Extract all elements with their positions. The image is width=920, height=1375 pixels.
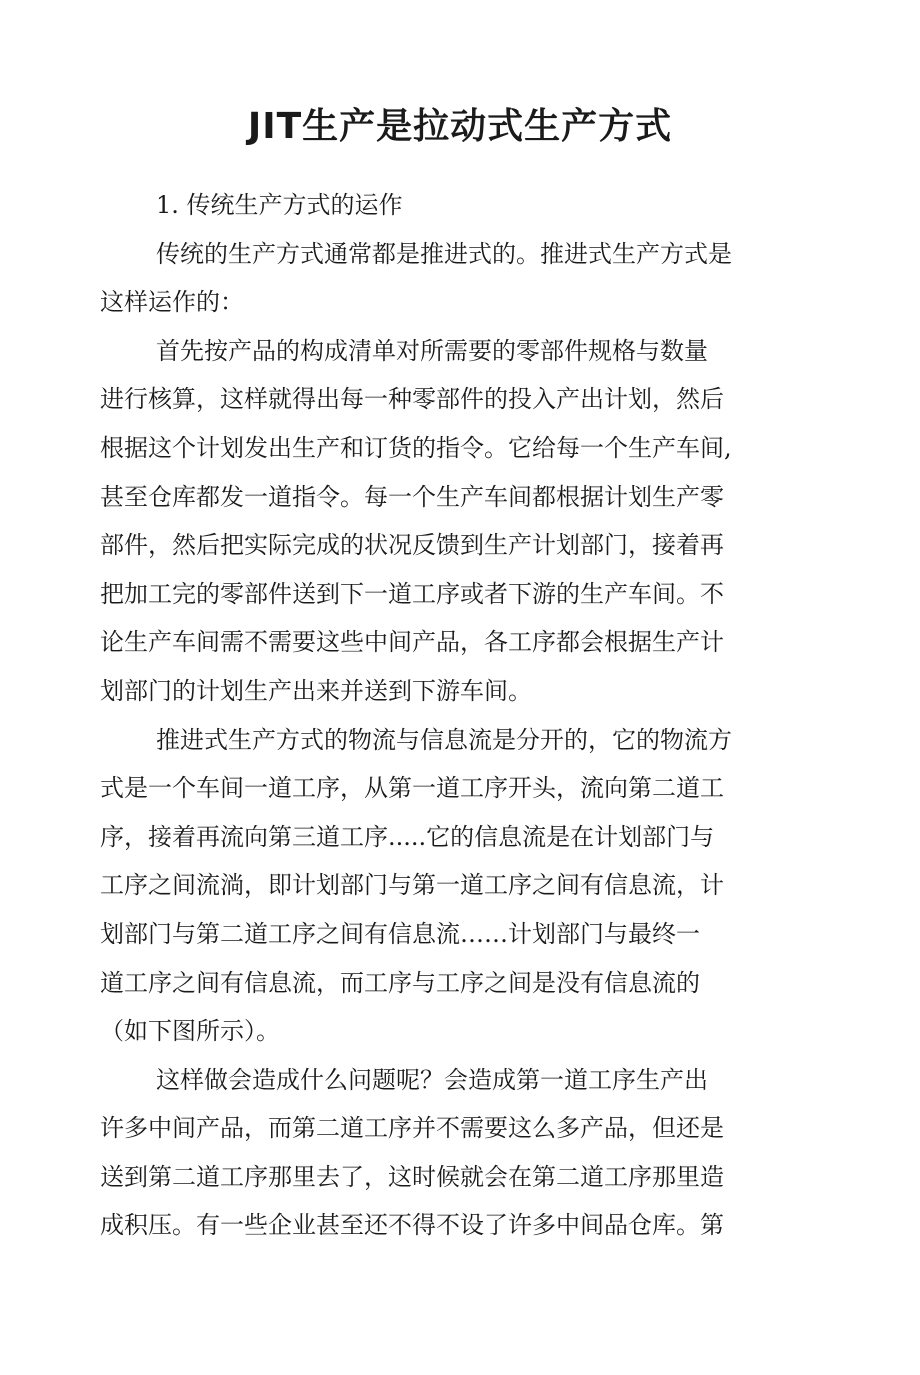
- paragraph-line: 序，接着再流向第三道工序.....它的信息流是在计划部门与: [100, 822, 715, 851]
- paragraph-line: 许多中间产品，而第二道工序并不需要这么多产品，但还是: [100, 1114, 724, 1143]
- paragraph-line: 道工序之间有信息流，而工序与工序之间是没有信息流的: [100, 968, 700, 997]
- paragraph-line: 工序之间流淌，即计划部门与第一道工序之间有信息流，计: [100, 871, 724, 900]
- paragraph-line: （如下图所示）。: [100, 1017, 280, 1046]
- paragraph-line: 传统的生产方式通常都是推进式的。推进式生产方式是: [156, 239, 732, 268]
- paragraph-line: 部件，然后把实际完成的状况反馈到生产计划部门，接着再: [100, 531, 724, 560]
- paragraph-line: 划部门与第二道工序之间有信息流……计划部门与最终一: [100, 919, 700, 948]
- paragraph-line: 这样做会造成什么问题呢？会造成第一道工序生产出: [156, 1065, 708, 1094]
- page-title: JIT生产是拉动式生产方式: [247, 106, 673, 147]
- document-body: [100, 181, 790, 1250]
- paragraph-line: 首先按产品的构成清单对所需要的零部件规格与数量: [156, 336, 708, 365]
- paragraph-line: 划部门的计划生产出来并送到下游车间。: [100, 676, 532, 705]
- paragraph-line: 这样运作的：: [100, 288, 244, 317]
- paragraph-line: 式是一个车间一道工序，从第一道工序开头，流向第二道工: [100, 774, 724, 803]
- paragraph-line: 成积压。有一些企业甚至还不得不设了许多中间品仓库。第: [100, 1211, 724, 1240]
- paragraph-line: 甚至仓库都发一道指令。每一个生产车间都根据计划生产零: [100, 482, 724, 511]
- paragraph-line: 推进式生产方式的物流与信息流是分开的，它的物流方: [156, 725, 732, 754]
- paragraph-line: 根据这个计划发出生产和订货的指令。它给每一个生产车间,: [100, 433, 732, 462]
- section-heading: 1. 传统生产方式的运作: [156, 191, 403, 219]
- paragraph-line: 把加工完的零部件送到下一道工序或者下游的生产车间。不: [100, 579, 724, 608]
- paragraph-line: 进行核算，这样就得出每一种零部件的投入产出计划，然后: [100, 385, 724, 414]
- paragraph-line: 送到第二道工序那里去了，这时候就会在第二道工序那里造: [100, 1162, 724, 1191]
- paragraph-line: 论生产车间需不需要这些中间产品，各工序都会根据生产计: [100, 628, 724, 657]
